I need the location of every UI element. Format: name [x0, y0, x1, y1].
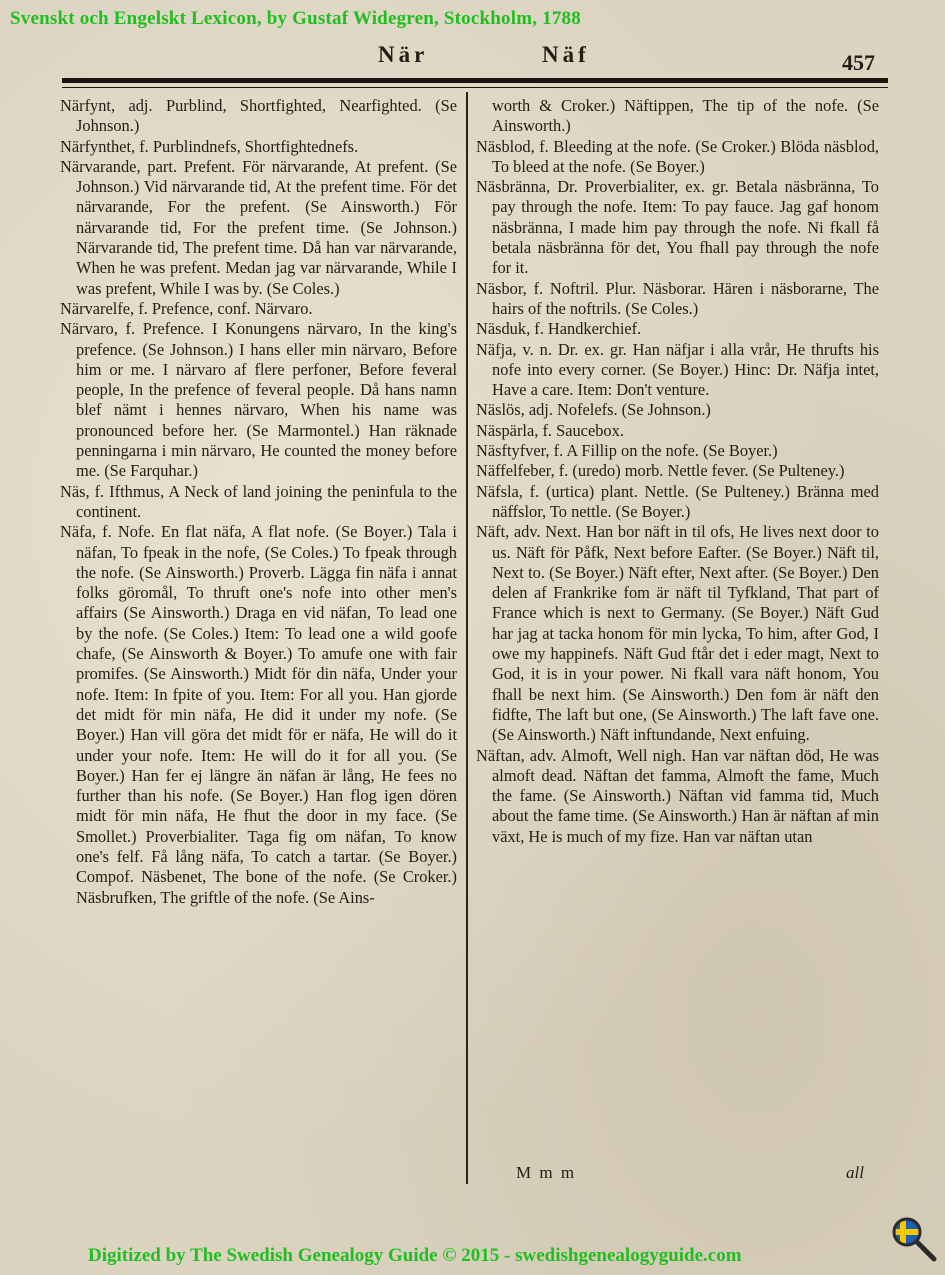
column-divider	[466, 92, 468, 1184]
signature-mark: M m m	[516, 1163, 577, 1182]
dictionary-entry: Näfja, v. n. Dr. ex. gr. Han näfjar i alla vrår, He thrufts his nofe into every corner. (Se Boyer.) Hinc: Dr. Näfja intet, Have a care. Item: Don't venture.	[476, 339, 879, 400]
digitizer-title-banner: Svenskt och Engelskt Lexicon, by Gustaf Widegren, Stockholm, 1788	[10, 8, 581, 29]
dictionary-entry: Närvarande, part. Prefent. För närvarande, At prefent. (Se Johnson.) Vid närvarande tid, At the prefent time. För det närvarande, For the prefent. (Se Ainsworth.) För närvarande tid, For the prefent time. (Se Johnson.) Närvarande tid, The prefent time. Då han var närvarande, When he was prefent. Medan jag var närvarande, While I was prefent, While I was by. (Se Coles.)	[60, 156, 457, 298]
dictionary-entry: Närfynt, adj. Purblind, Shortfighted, Nearfighted. (Se Johnson.)	[60, 96, 457, 136]
dictionary-entry-continuation: worth & Croker.) Näftippen, The tip of the nofe. (Se Ainsworth.)	[492, 96, 879, 136]
dictionary-entry: Näfa, f. Nofe. En flat näfa, A flat nofe. (Se Boyer.) Tala i näfan, To fpeak in the nofe, (Se Coles.) To fpeak through the nofe. (Se Ainsworth.) Proverb. Lägga fin näfa i annat folks göromål, To thruft one's nofe into other men's affairs (Se Ainsworth.) Draga en vid näfan, To lead one by the nofe. (Se Coles.) Item: To lead one a wild goofe chafe, (Se Ainsworth & Boyer.) To amufe one with fair promifes. (Se Ainsworth.) Midt för din näfa, Under your nofe. Item: In fpite of you. Item: For all you. Han gjorde det midt för min näfa, He did it under my nofe. (Se Boyer.) Han vill göra det midt för er näfa, He will do it under your nofe. Item: He will do it for all you. (Se Boyer.) Han fer ej längre än näfan är lång, He fees no further than his nofe. (Se Boyer.) Han flog igen dören midt för min näfa, He fhut the door in my face. (Se Smollet.) Proverbialiter. Taga fig om näfan, To know one's felf. Få lång näfa, To catch a tartar. (Se Boyer.) Compof. Näsbenet, The bone of the nofe. (Se Croker.) Näsbrufken, The griftle of the nofe. (Se Ains-	[60, 522, 457, 907]
page-number: 457	[842, 50, 875, 75]
dictionary-entry: Näsblod, f. Bleeding at the nofe. (Se Croker.) Blöda näsblod, To bleed at the nofe. (Se Boyer.)	[476, 136, 879, 176]
right-column	[476, 96, 879, 847]
header-left-word: När	[378, 42, 429, 67]
dictionary-entry: Näspärla, f. Saucebox.	[476, 420, 624, 440]
dictionary-entry: Näsduk, f. Handkerchief.	[476, 319, 642, 339]
catchword: all	[846, 1163, 864, 1182]
dictionary-entry: Näfsla, f. (urtica) plant. Nettle. (Se Pulteney.) Bränna med näffslor, To nettle. (Se Boyer.)	[476, 481, 879, 521]
dictionary-entry: Näsftyfver, f. A Fillip on the nofe. (Se Boyer.)	[476, 441, 778, 461]
dictionary-entry: Näsbor, f. Noftril. Plur. Näsborar. Hären i näsborarne, The hairs of the noftrils. (Se Coles.)	[476, 278, 879, 318]
dictionary-entry: Närfynthet, f. Purblindnefs, Shortfightednefs.	[60, 136, 359, 156]
header-rule-thin	[62, 87, 888, 88]
dictionary-entry: Närvarelfe, f. Prefence, conf. Närvaro.	[60, 298, 313, 318]
dictionary-entry: Näft, adv. Next. Han bor näft in til ofs, He lives next door to us. Näft för Påfk, Next before Eafter. (Se Boyer.) Näft til, Next to. (Se Boyer.) Näft efter, Next after. (Se Boyer.) Den delen af Frankrike fom är näft til Tyfkland, That part of France which is next to Germany. (Se Boyer.) Näft Gud har jag at tacka honom för min lycka, To him, after God, I owe my happinefs. Näft Gud ftår det i eder magt, Next to God, it is in your power. Ni fkall vara näft honom, You fhall be next him. (Se Ainsworth.) Den fom är näft den fidfte, The laft but one, (Se Ainsworth.) The laft fave one. (Se Ainsworth.) Näft inftundande, Next enfuing.	[476, 522, 879, 745]
dictionary-entry: Näsbränna, Dr. Proverbialiter, ex. gr. Betala näsbränna, To pay through the nofe. Item: To pay fauce. Jag gaf honom näsbränna, I made him pay through the nofe. Ni fkall få betala näsbränna för det, You fhall pay through the nofe for it.	[476, 177, 879, 278]
dictionary-entry: Näslös, adj. Nofelefs. (Se Johnson.)	[476, 400, 711, 420]
dictionary-entry: Näffelfeber, f. (uredo) morb. Nettle fever. (Se Pulteney.)	[476, 461, 845, 481]
digitizer-credit-banner: Digitized by The Swedish Genealogy Guide © 2015 - swedishgenealogyguide.com	[88, 1245, 742, 1266]
dictionary-entry: Näs, f. Ifthmus, A Neck of land joining the peninfula to the continent.	[60, 481, 457, 521]
dictionary-entry: Näftan, adv. Almoft, Well nigh. Han var näftan död, He was almoft dead. Näftan det famma, Almoft the fame, Much the fame. (Se Ainsworth.) Näftan vid famma tid, Much about the fame time. (Se Ainsworth.) Han är näftan af min växt, He is much of my fize. Han var näftan utan	[476, 745, 879, 846]
running-header	[0, 40, 945, 80]
magnifier-flag-icon	[890, 1215, 938, 1263]
header-rule-thick	[62, 78, 888, 83]
header-right-word: Näf	[542, 42, 590, 67]
left-column	[60, 96, 457, 908]
dictionary-entry: Närvaro, f. Prefence. I Konungens närvaro, In the king's prefence. (Se Johnson.) I hans eller min närvaro, Before him or me. I närvaro af flere perfoner, Before feveral people, In the prefence of feveral people. Då hans namn blef nämt i hennes närvaro, When his name was pronounced before her. (Se Marmontel.) Han räknade penningarna i min närvaro, He counted the money before me. (Se Farquhar.)	[60, 319, 457, 481]
